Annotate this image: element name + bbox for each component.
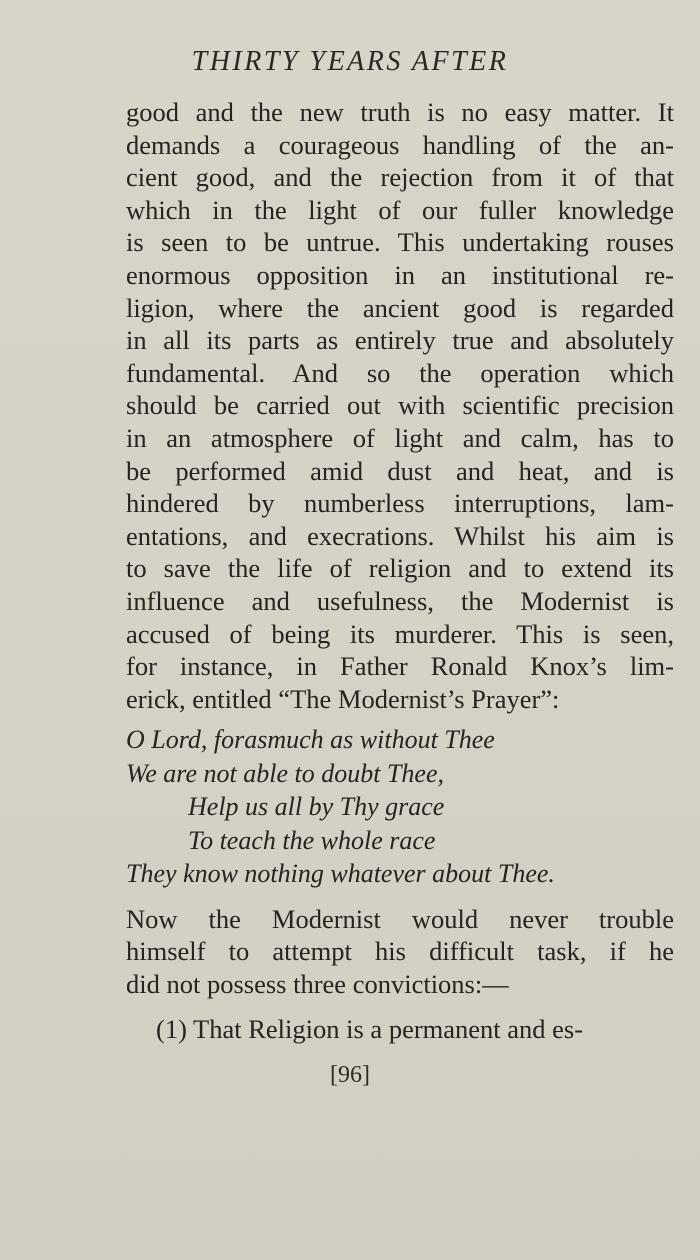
poem-line: Help us all by Thy grace <box>188 792 445 822</box>
text-line: erick, entitled “The Modernist’s Prayer”: <box>126 683 560 714</box>
text-line: enormous opposition in an institutional re- <box>126 259 674 290</box>
text-line: entations, and execrations. Whilst his aim is <box>126 520 674 551</box>
text-line: fundamental. And so the operation which <box>126 357 674 388</box>
running-head: THIRTY YEARS AFTER <box>191 46 509 77</box>
text-line: should be carried out with scientific precision <box>126 390 674 421</box>
text-line: is seen to be untrue. This undertaking rouses <box>126 227 674 258</box>
text-line: did not possess three convictions:— <box>126 968 509 999</box>
text-line: to save the life of religion and to extend its <box>126 553 674 584</box>
text-line: demands a courageous handling of the an- <box>126 129 674 160</box>
text-line: in an atmosphere of light and calm, has to <box>126 422 674 453</box>
text-line: for instance, in Father Ronald Knox’s lim- <box>126 651 674 682</box>
text-line: accused of being its murderer. This is seen, <box>126 618 674 649</box>
page-number: [96] <box>330 1062 370 1088</box>
poem-line: They know nothing whatever about Thee. <box>126 859 555 889</box>
text-line: (1) That Religion is a permanent and es- <box>156 1013 584 1044</box>
text-line: influence and usefulness, the Modernist is <box>126 585 674 616</box>
poem-line: O Lord, forasmuch as without Thee <box>126 725 495 755</box>
text-line: himself to attempt his difficult task, if he <box>126 936 674 967</box>
body-text <box>126 96 674 1045</box>
text-line: which in the light of our fuller knowledge <box>126 194 674 225</box>
numbered-conviction <box>126 1013 674 1046</box>
poem-line: We are not able to doubt Thee, <box>126 758 444 788</box>
text-line: cient good, and the rejection from it of that <box>126 162 674 193</box>
text-line: good and the new truth is no easy matter. It <box>126 97 674 127</box>
paragraph-continued <box>126 96 674 715</box>
poem-line: To teach the whole race <box>188 825 436 855</box>
text-line: Now the Modernist would never trouble <box>126 903 674 934</box>
text-line: hindered by numberless interruptions, lam- <box>126 488 674 519</box>
paragraph-after-poem <box>126 903 674 1001</box>
limerick <box>126 723 674 891</box>
text-line: ligion, where the ancient good is regarded <box>126 292 674 323</box>
text-line: be performed amid dust and heat, and is <box>126 455 674 486</box>
text-line: in all its parts as entirely true and absolutely <box>126 325 674 356</box>
